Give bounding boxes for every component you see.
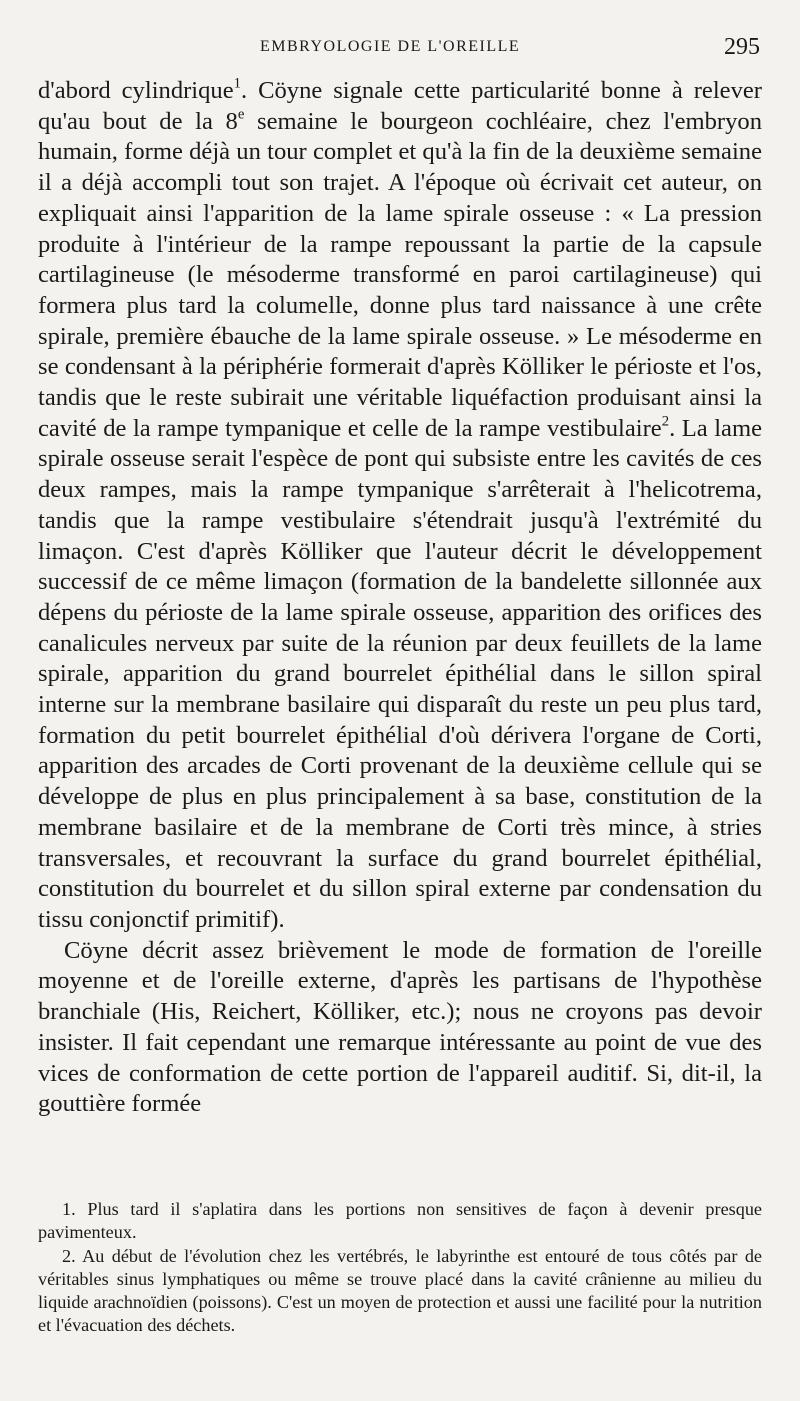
- body-text: [38, 76, 762, 1120]
- paragraph-1: [38, 76, 762, 936]
- text-run: semaine le bourgeon cochléaire, chez l'embryon humain, forme déjà un tour complet et qu'à la fin de la deuxième semaine il a déjà accompli tout son trajet. A l'époque où écrivait cet auteur, on expliquait ainsi l'apparition de la lame spirale osseuse : « La pression produite à l'intérieur de la rampe repoussant la partie de la capsule cartilagineuse (le mésoderme transformé en paroi cartilagineuse) qui formera plus tard la columelle, donne plus tard naissance à une crête spirale, première ébauche de la lame spirale osseuse. » Le mésoderme en se condensant à la périphérie formerait d'après Kölliker le périoste et l'os, tandis que le reste subirait une véritable liquéfaction produisant ainsi la cavité de la rampe tympanique et celle de la rampe vestibulaire: [38, 107, 762, 442]
- footnote-1: 1. Plus tard il s'aplatira dans les portions non sensitives de façon à devenir presque pavimenteux.: [38, 1199, 762, 1243]
- text-run: . Cöyne signale cette particularité bonne à relever qu'au bout de la 8: [38, 77, 762, 135]
- page-number: 295: [724, 34, 760, 60]
- text-run: d'abord cylindrique: [38, 77, 234, 104]
- running-head: EMBRYOLOGIE DE L'OREILLE: [260, 38, 521, 55]
- page-header: [40, 34, 760, 64]
- footnote-ref-2: 2: [661, 413, 670, 430]
- footnotes: [38, 1198, 762, 1338]
- ordinal-suffix: e: [237, 106, 245, 123]
- footnote-ref-1: 1: [233, 75, 242, 92]
- footnote-2: 2. Au début de l'évolution chez les vertébrés, le labyrinthe est entouré de tous côtés par de véritables sinus lymphatiques ou même se trouve placé dans la cavité crânienne au milieu du liquide arachnoïdien (poissons). C'est un moyen de protection et aussi une facilité pour la nutrition et l'évacuation des déchets.: [38, 1245, 762, 1336]
- paragraph-2: Cöyne décrit assez brièvement le mode de formation de l'oreille moyenne et de l'oreille externe, d'après les partisans de l'hypothèse branchiale (His, Reichert, Kölliker, etc.); nous ne croyons pas devoir insister. Il fait cependant une remarque intéressante au point de vue des vices de conformation de cette portion de l'appareil auditif. Si, dit-il, la gouttière formée: [38, 936, 762, 1118]
- text-run: . La lame spirale osseuse serait l'espèce de pont qui subsiste entre les cavités de ces deux rampes, mais la rampe tympanique s'arrêterait à l'helicotrema, tandis que la rampe vestibulaire s'étendrait jusqu'à l'extrémité du limaçon. C'est d'après Kölliker que l'auteur décrit le développement successif de ce même limaçon (formation de la bandelette sillonnée aux dépens du périoste de la lame spirale osseuse, apparition des orifices des canalicules nerveux par suite de la réunion par deux feuillets de la lame spirale, apparition du grand bourrelet épithélial dans le sillon spiral interne sur la membrane basilaire qui disparaît du reste un peu plus tard, formation du petit bourrelet épithélial d'où dérivera l'organe de Corti, apparition des arcades de Corti provenant de la deuxième cellule qui se développe de plus en plus principalement à sa base, constitution de la membrane basilaire et de la membrane de Corti très mince, à stries transversales, et recouvrant la surface du grand bourrelet épithélial, constitution du bourrelet et du sillon spiral externe par condensation du tissu conjonctif primitif).: [38, 414, 762, 933]
